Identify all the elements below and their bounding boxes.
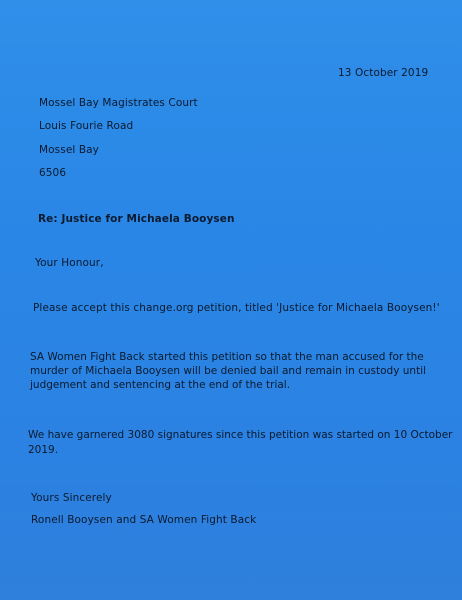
address-line-4: 6506 [39, 167, 67, 179]
paragraph-2 [30, 350, 430, 392]
letter-signature: Ronell Booysen and SA Women Fight Back [31, 514, 257, 526]
letter-salutation: Your Honour, [35, 257, 104, 269]
letter-date: 13 October 2019 [338, 67, 429, 79]
address-line-1: Mossel Bay Magistrates Court [39, 97, 198, 109]
paragraph-3-row-2: 2019. [28, 444, 59, 456]
paragraph-3 [28, 428, 453, 458]
letter-closing: Yours Sincerely [31, 492, 112, 504]
paragraph-2-row-2: murder of Michaela Booysen will be denied bail and remain in custody until [30, 365, 427, 377]
address-line-2: Louis Fourie Road [39, 120, 134, 132]
paragraph-1: Please accept this change.org petition, titled 'Justice for Michaela Booysen!' [33, 302, 440, 314]
address-line-3: Mossel Bay [39, 144, 99, 156]
paragraph-2-row-1: SA Women Fight Back started this petition so that the man accused for the [30, 351, 424, 363]
paragraph-3-row-1: We have garnered 3080 signatures since this petition was started on 10 October [28, 429, 453, 441]
paragraph-2-row-3: judgement and sentencing at the end of the trial. [30, 379, 291, 391]
letter-subject: Re: Justice for Michaela Booysen [38, 213, 235, 225]
